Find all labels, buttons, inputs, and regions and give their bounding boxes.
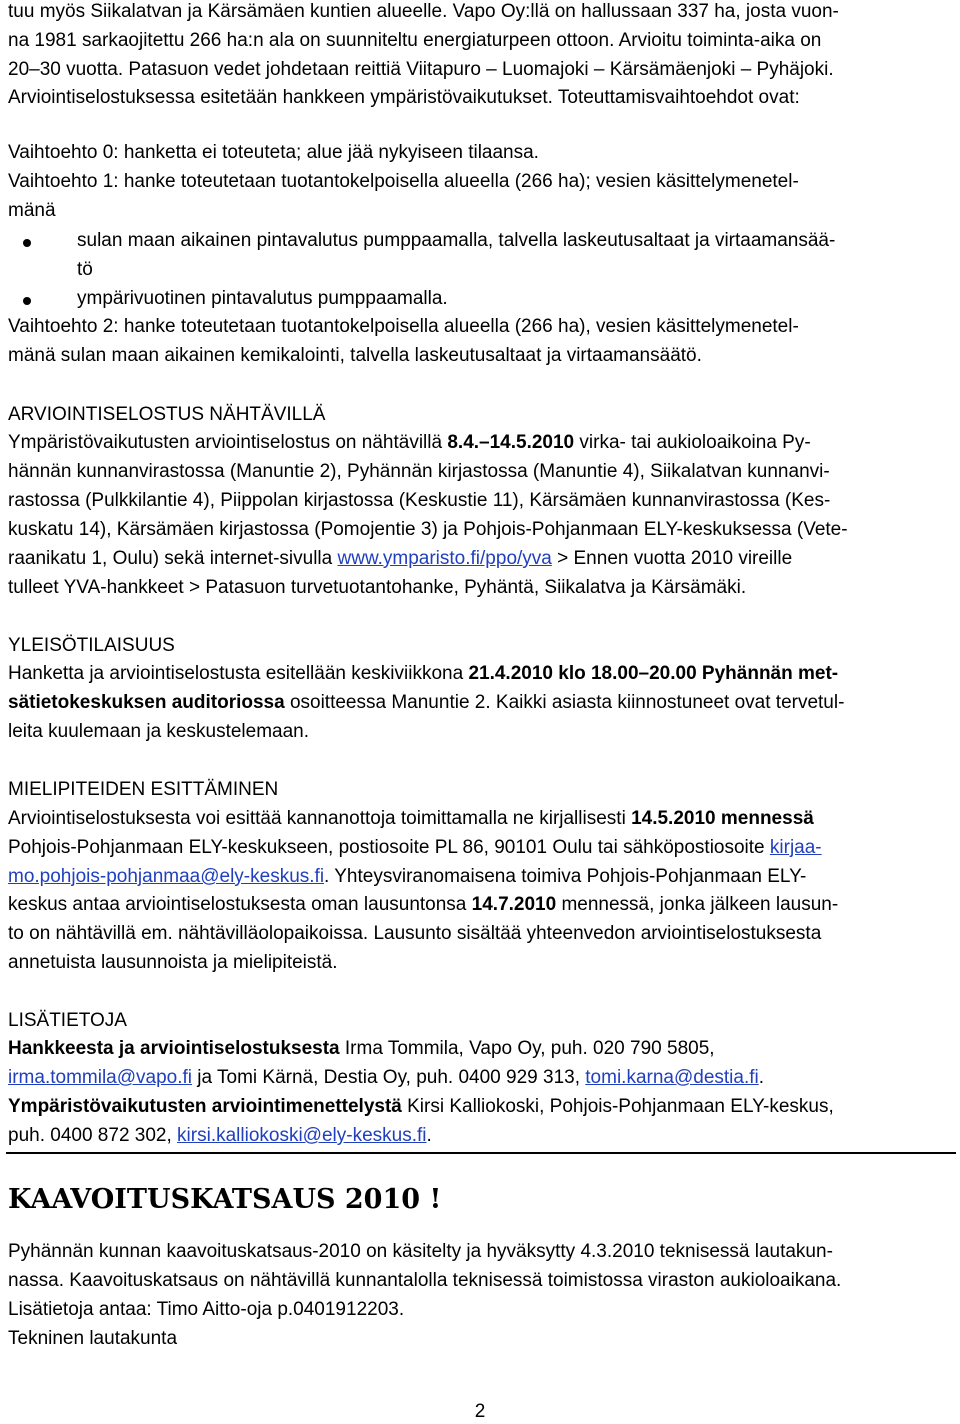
option-1-bullet-2: ympärivuotinen pintavalutus pumppaamalla. <box>77 288 448 309</box>
kaavoitus-heading: KAAVOITUSKATSAUS 2010 ! <box>8 1184 442 1215</box>
date-range: 8.4.–14.5.2010 <box>447 432 575 453</box>
intro-line-4: Arviointiselostuksessa esitetään hankkeen ympäristövaikutukset. Toteuttamisvaihtoehdot ovat: <box>8 87 800 108</box>
option-1-bullet-1-line-1: sulan maan aikainen pintavalutus pumppaamalla, talvella laskeutusaltaat ja virtaamansää- <box>77 230 836 251</box>
mielipiteet-line-5: to on nähtävillä em. nähtävilläolopaikoissa. Lausunto sisältää yhteenvedon arviointiselostuksesta <box>8 923 822 944</box>
yleiso-line-1 <box>8 662 838 686</box>
intro-line-3: 20–30 vuotta. Patasuon vedet johdetaan reittiä Viitapuro – Luomajoki – Kärsämäenjoki – Pyhäjoki. <box>8 59 834 80</box>
section-heading-yleiso: YLEISÖTILAISUUS <box>8 635 175 656</box>
bullet-icon <box>23 297 31 305</box>
option-1-bullet-1-line-2: tö <box>77 259 93 280</box>
text-run: osoitteessa Manuntie 2. Kaikki asiasta kiinnostuneet ovat tervetul- <box>284 692 845 713</box>
option-2-line-2: mänä sulan maan aikainen kemikalointi, talvella laskeutusaltaat ja virtaamansäätö. <box>8 345 702 366</box>
text-run: Arviointiselostuksesta voi esittää kannanottoja toimittamalla ne kirjallisesti <box>8 808 632 829</box>
event-time: 21.4.2010 klo 18.00–20.00 Pyhännän met- <box>468 663 839 684</box>
text-run: raanikatu 1, Oulu) sekä internet-sivulla <box>8 548 338 569</box>
section-heading-lisatietoja: LISÄTIETOJA <box>8 1010 127 1031</box>
option-2-line-1: Vaihtoehto 2: hanke toteutetaan tuotantokelpoisella alueella (266 ha), vesien käsittelymenetel- <box>8 316 799 337</box>
event-place: sätietokeskuksen auditoriossa <box>8 692 285 713</box>
text-run: . <box>426 1125 432 1146</box>
yleiso-line-2 <box>8 691 844 715</box>
mielipiteet-line-2 <box>8 836 822 860</box>
tomi-email-link[interactable]: tomi.karna@destia.fi <box>585 1067 759 1088</box>
mielipiteet-line-4 <box>8 893 838 917</box>
text-run: Irma Tommila, Vapo Oy, puh. 020 790 5805, <box>339 1038 715 1059</box>
text-run: Pohjois-Pohjanmaan ELY-keskukseen, postiosoite PL 86, 90101 Oulu tai sähköpostiosoite <box>8 837 770 858</box>
mielipiteet-line-1 <box>8 807 814 831</box>
kaavoitus-line-2: nassa. Kaavoituskatsaus on nähtävillä kunnantalolla teknisessä toimistossa viraston aukioloaikana. <box>8 1270 842 1291</box>
bullet-icon <box>23 239 31 247</box>
section-heading-nahtavilla: ARVIOINTISELOSTUS NÄHTÄVILLÄ <box>8 404 326 425</box>
nahtavilla-line-3: rastossa (Pulkkilantie 4), Piippolan kirjastossa (Keskustie 11), Kärsämäen kunnanvirastossa (Kes- <box>8 490 831 511</box>
text-run: Ympäristövaikutusten arviointimenettelystä <box>8 1096 402 1117</box>
lisatietoja-line-4 <box>8 1124 432 1148</box>
intro-line-2: na 1981 sarkaojitettu 266 ha:n ala on suunniteltu energiaturpeen ottoon. Arvioitu toiminta-aika on <box>8 30 822 51</box>
kaavoitus-line-4: Tekninen lautakunta <box>8 1328 178 1349</box>
nahtavilla-line-5 <box>8 547 792 571</box>
nahtavilla-line-4: kuskatu 14), Kärsämäen kirjastossa (Pomojentie 3) ja Pohjois-Pohjanmaan ELY-keskuksessa (Vete- <box>8 519 848 540</box>
kirsi-email-link[interactable]: kirsi.kalliokoski@ely-keskus.fi <box>177 1125 427 1146</box>
mielipiteet-line-6: annetuista lausunnoista ja mielipiteistä. <box>8 952 338 973</box>
text-run: keskus antaa arviointiselostuksesta oman lausuntonsa <box>8 894 472 915</box>
nahtavilla-line-1 <box>8 431 811 455</box>
section-heading-mielipiteet: MIELIPITEIDEN ESITTÄMINEN <box>8 779 279 800</box>
ymparisto-link[interactable]: www.ymparisto.fi/ppo/yva <box>337 548 552 569</box>
yleiso-line-3: leita kuulemaan ja keskustelemaan. <box>8 721 310 742</box>
text-run: > Ennen vuotta 2010 vireille <box>551 548 793 569</box>
text-run: Kirsi Kalliokoski, Pohjois-Pohjanmaan ELY-keskus, <box>401 1096 834 1117</box>
irma-email-link[interactable]: irma.tommila@vapo.fi <box>8 1067 192 1088</box>
nahtavilla-line-2: hännän kunnanvirastossa (Manuntie 2), Pyhännän kirjastossa (Manuntie 4), Siikalatvan kunnanvi- <box>8 461 830 482</box>
text-run: . <box>758 1067 765 1088</box>
kaavoitus-line-3: Lisätietoja antaa: Timo Aitto-oja p.0401912203. <box>8 1299 405 1320</box>
text-run: Hanketta ja arviointiselostusta esitellään keskiviikkona <box>8 663 469 684</box>
statement-date: 14.7.2010 <box>471 894 557 915</box>
text-run: ja Tomi Kärnä, Destia Oy, puh. 0400 929 313, <box>192 1067 586 1088</box>
kirjaamo-email-link[interactable]: mo.pohjois-pohjanmaa@ely-keskus.fi <box>8 866 325 887</box>
option-0: Vaihtoehto 0: hanketta ei toteuteta; alue jää nykyiseen tilaansa. <box>8 142 539 163</box>
option-1-line-2: mänä <box>8 200 56 221</box>
kaavoitus-line-1: Pyhännän kunnan kaavoituskatsaus-2010 on käsitelty ja hyväksytty 4.3.2010 teknisessä lautakun- <box>8 1241 833 1262</box>
text-run: Ympäristövaikutusten arviointiselostus on nähtävillä <box>8 432 448 453</box>
text-run: mennessä, jonka jälkeen lausun- <box>556 894 839 915</box>
lisatietoja-line-3 <box>8 1095 834 1119</box>
intro-line-1: tuu myös Siikalatvan ja Kärsämäen kuntien alueelle. Vapo Oy:llä on hallussaan 337 ha, josta vuon- <box>8 1 839 22</box>
nahtavilla-line-6: tulleet YVA-hankkeet > Patasuon turvetuotantohanke, Pyhäntä, Siikalatva ja Kärsämäki. <box>8 577 747 598</box>
text-run: virka- tai aukioloaikoina Py- <box>574 432 811 453</box>
horizontal-divider <box>6 1152 956 1154</box>
page-number: 2 <box>474 1401 486 1422</box>
text-run: . Yhteysviranomaisena toimiva Pohjois-Pohjanmaan ELY- <box>324 866 807 887</box>
text-run: Hankkeesta ja arviointiselostuksesta <box>8 1038 340 1059</box>
mielipiteet-line-3 <box>8 865 806 889</box>
lisatietoja-line-1 <box>8 1037 715 1061</box>
text-run: puh. 0400 872 302, <box>8 1125 178 1146</box>
kirjaamo-email-link[interactable]: kirjaa- <box>769 837 822 858</box>
option-1-line-1: Vaihtoehto 1: hanke toteutetaan tuotantokelpoisella alueella (266 ha); vesien käsittelymenetel- <box>8 171 799 192</box>
deadline: 14.5.2010 mennessä <box>631 808 814 829</box>
lisatietoja-line-2 <box>8 1066 764 1090</box>
